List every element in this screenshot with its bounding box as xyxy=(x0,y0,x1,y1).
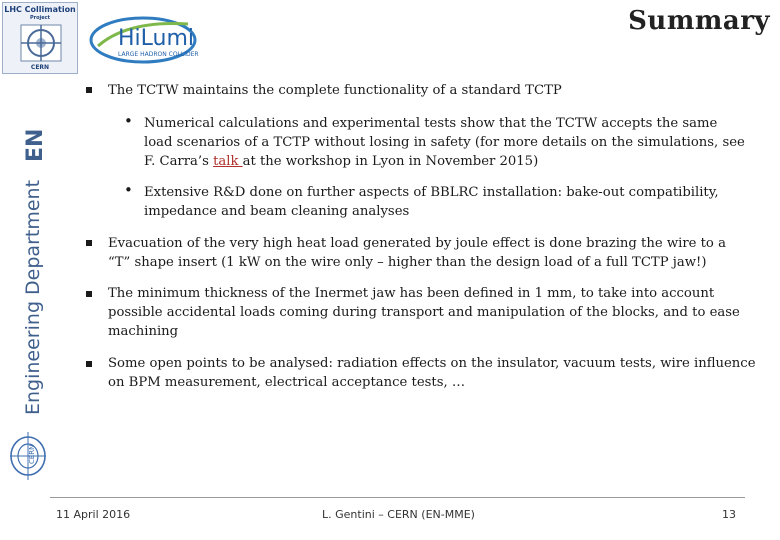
bullet-4-line2: on BPM measurement, electrical acceptance tests, … xyxy=(108,375,466,390)
collimator-icon xyxy=(19,23,63,63)
sub-bullet-1-line1: Numerical calculations and experimental tests show that the TCTW accepts the same xyxy=(144,116,718,131)
hilumi-logo-tagline: LARGE HADRON COLLIDER xyxy=(118,51,199,58)
footer-date: 11 April 2016 xyxy=(56,508,131,521)
bullet-marker xyxy=(86,87,92,93)
en-badge xyxy=(18,110,50,170)
sub-bullet-2-line1: Extensive R&D done on further aspects of BBLRC installation: bake-out compatibility, xyxy=(144,185,719,200)
bullet-1-text: The TCTW maintains the complete functionality of a standard TCTP xyxy=(108,83,562,98)
lhc-collimation-logo xyxy=(2,2,78,74)
svg-text:EN: EN xyxy=(23,128,48,162)
sub-bullet-1-line3-start: F. Carra’s xyxy=(144,154,214,169)
footer-author: L. Gentini – CERN (EN-MME) xyxy=(322,508,475,521)
bullet-2-line1: Evacuation of the very high heat load generated by joule effect is done brazing the wire to a xyxy=(108,236,726,251)
bullet-marker xyxy=(86,240,92,246)
bullet-marker xyxy=(86,291,92,297)
talk-link[interactable]: talk xyxy=(213,154,243,169)
footer-divider xyxy=(50,497,745,498)
bullet-marker xyxy=(86,361,92,367)
cern-logo xyxy=(6,430,50,482)
bullet-3-line1: The minimum thickness of the Inermet jaw has been defined in 1 mm, to take into account xyxy=(108,286,715,301)
sub-bullet-marker: • xyxy=(124,112,133,130)
lhc-logo-line1: LHC Collimation xyxy=(4,5,76,14)
svg-text:CERN: CERN xyxy=(28,444,36,464)
sub-bullet-2-line2: impedance and beam cleaning analyses xyxy=(144,204,410,219)
department-label: Engineering Department xyxy=(22,179,44,415)
page-number: 13 xyxy=(722,508,736,521)
hilumi-logo xyxy=(88,12,228,66)
page-title: Summary xyxy=(628,6,770,36)
bullet-3-line3: machining xyxy=(108,324,179,339)
sub-bullet-1-line3-end: at the workshop in Lyon in November 2015) xyxy=(242,154,539,169)
hilumi-logo-name: HiLumi xyxy=(118,26,195,51)
bullet-2-line2: “T” shape insert (1 kW on the wire only – higher than the design load of a full TCTP jaw!) xyxy=(108,255,707,270)
lhc-logo-line2: Project xyxy=(29,15,51,21)
lhc-logo-line3: CERN xyxy=(30,64,50,71)
bullet-3-line2: possible accidental loads coming during transport and manipulation of the blocks, and to ease xyxy=(108,305,740,320)
sub-bullet-1-line3 xyxy=(144,152,538,171)
sub-bullet-1-line2: load scenarios of a TCTP without losing in safety (for more details on the simulations, see xyxy=(144,135,745,150)
bullet-4-line1: Some open points to be analysed: radiation effects on the insulator, vacuum tests, wire influence xyxy=(108,356,756,371)
sub-bullet-marker: • xyxy=(124,181,133,199)
